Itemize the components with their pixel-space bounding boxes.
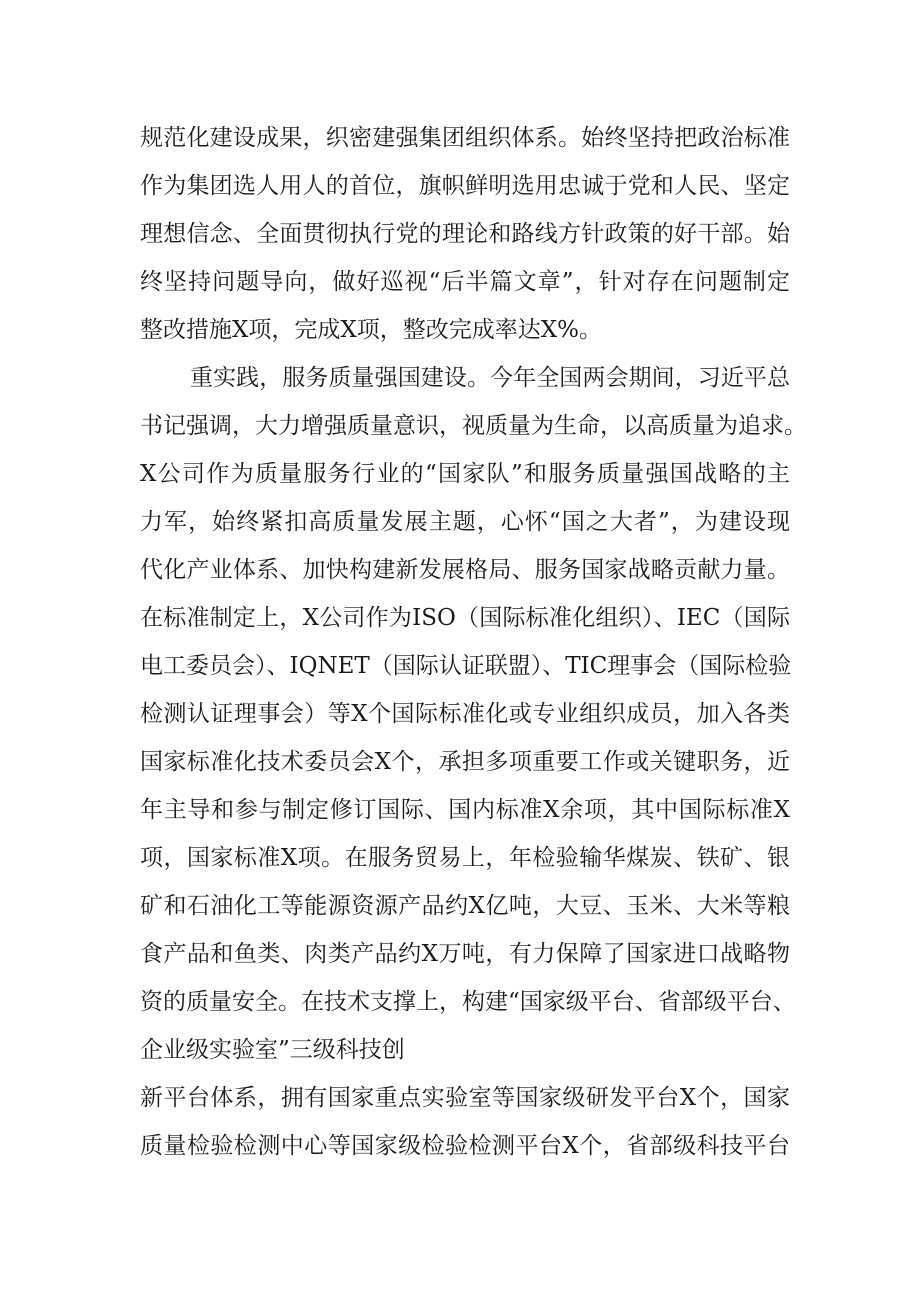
- text-line: 质量检验检测中心等国家级检验检测平台X个，省部级科技平台: [140, 1133, 790, 1159]
- text-line: 检测认证理事会）等X个国际标准化或专业组织成员，加入各类: [140, 701, 790, 727]
- text-line: 力军，始终紧扣高质量发展主题，心怀“国之大者”，为建设现: [140, 509, 790, 535]
- text-line: 国家标准化技术委员会X个，承担多项重要工作或关键职务，近: [140, 749, 790, 775]
- text-line: 食产品和鱼类、肉类产品约X万吨，有力保障了国家进口战略物: [140, 941, 790, 967]
- text-line: 项，国家标准X项。在服务贸易上，年检验输华煤炭、铁矿、银: [140, 845, 790, 871]
- text-line: 代化产业体系、加快构建新发展格局、服务国家战略贡献力量。: [140, 557, 790, 583]
- text-line: 电工委员会）、IQNET（国际认证联盟）、TIC理事会（国际检验: [140, 653, 792, 679]
- paragraph-first-line: 重实践，服务质量强国建设。今年全国两会期间，习近平总: [190, 365, 790, 391]
- text-line: 新平台体系，拥有国家重点实验室等国家级研发平台X个，国家: [140, 1085, 790, 1111]
- text-line: 年主导和参与制定修订国际、国内标准X余项，其中国际标准X: [140, 797, 790, 823]
- text-line: 规范化建设成果，织密建强集团组织体系。始终坚持把政治标准: [140, 125, 790, 151]
- text-line: 在标准制定上，X公司作为ISO（国际标准化组织）、IEC（国际: [140, 605, 790, 631]
- text-line: 书记强调，大力增强质量意识，视质量为生命，以高质量为追求。: [140, 413, 807, 439]
- text-line: 整改措施X项，完成X项，整改完成率达X%。: [140, 317, 602, 343]
- text-line: 作为集团选人用人的首位，旗帜鲜明选用忠诚于党和人民、坚定: [140, 173, 790, 199]
- text-line: 企业级实验室”三级科技创: [140, 1037, 405, 1063]
- text-line: X公司作为质量服务行业的“国家队”和服务质量强国战略的主: [140, 461, 790, 487]
- text-line: 理想信念、全面贯彻执行党的理论和路线方针政策的好干部。始: [140, 221, 790, 247]
- text-line: 矿和石油化工等能源资源产品约X亿吨，大豆、玉米、大米等粮: [140, 893, 790, 919]
- text-line: 资的质量安全。在技术支撑上，构建“国家级平台、省部级平台、: [140, 989, 796, 1015]
- text-line: 终坚持问题导向，做好巡视“后半篇文章”，针对存在问题制定: [140, 269, 790, 295]
